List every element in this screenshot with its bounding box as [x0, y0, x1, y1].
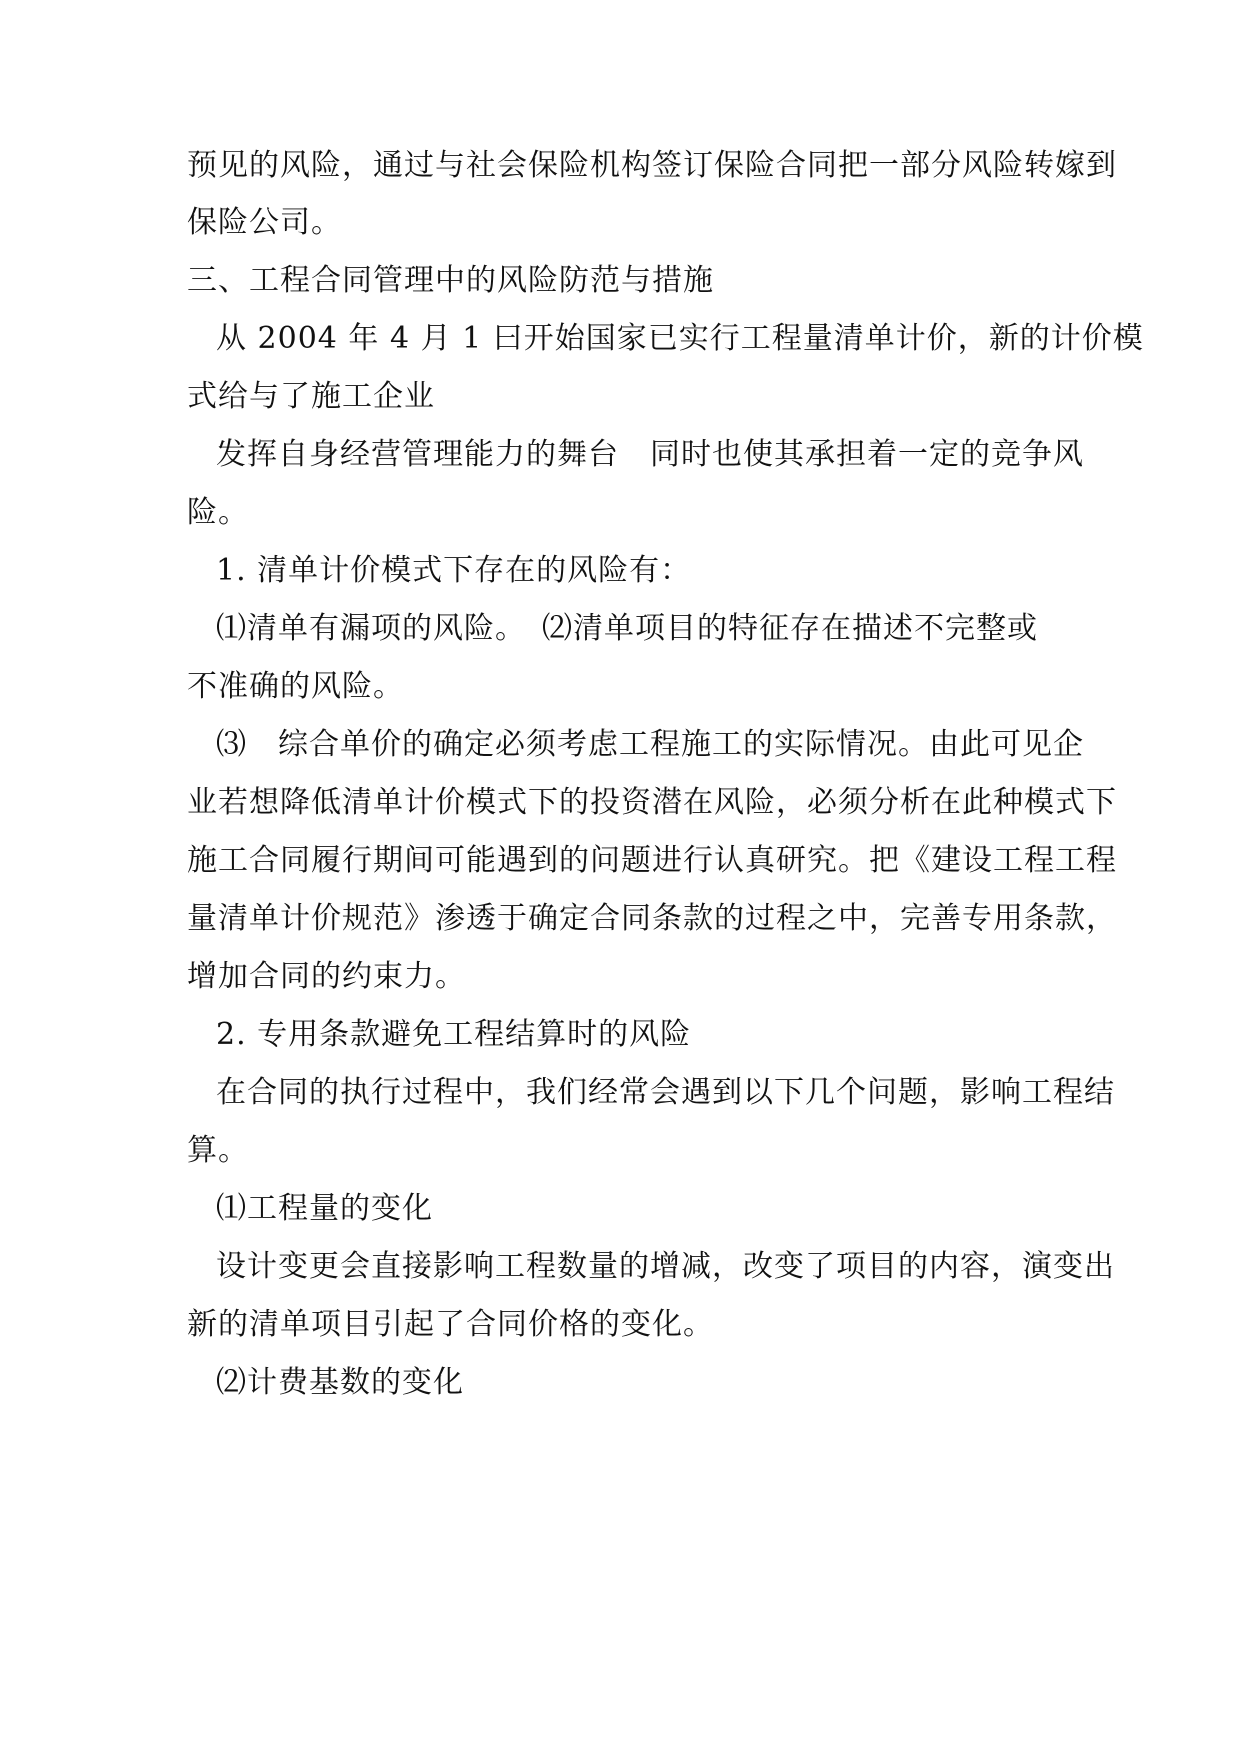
text-line: 施工合同履行期间可能遇到的问题进行认真研究。把《建设工程工程 — [187, 843, 1117, 878]
text-line: ⑶ 综合单价的确定必须考虑工程施工的实际情况。由此可见企 — [216, 727, 1084, 762]
text-line: 量清单计价规范》渗透于确定合同条款的过程之中，完善专用条款， — [187, 901, 1117, 936]
text-line: 在合同的执行过程中，我们经常会遇到以下几个问题，影响工程结 — [216, 1075, 1115, 1110]
text-line: 算。 — [187, 1133, 249, 1168]
text-line: 险。 — [187, 495, 249, 530]
text-line: 增加合同的约束力。 — [187, 959, 466, 994]
text-line: 保险公司。 — [187, 205, 342, 240]
text-line: 式给与了施工企业 — [187, 379, 435, 414]
text-line: ⑴清单有漏项的风险。 ⑵清单项目的特征存在描述不完整或 — [216, 611, 1038, 646]
subsection-heading: 2. 专用条款避免工程结算时的风险 — [216, 1017, 692, 1052]
text-line: 设计变更会直接影响工程数量的增减，改变了项目的内容，演变出 — [216, 1249, 1115, 1284]
text-line: 不准确的风险。 — [187, 669, 404, 704]
subsection-heading: 1. 清单计价模式下存在的风险有： — [216, 553, 692, 588]
text-line: ⑴工程量的变化 — [216, 1191, 433, 1226]
text-line: 从 2004 年 4 月 1 曰开始国家已实行工程量清单计价，新的计价模 — [216, 321, 1144, 356]
text-line: 预见的风险，通过与社会保险机构签订保险合同把一部分风险转嫁到 — [187, 148, 1117, 183]
text-line: 新的清单项目引起了合同价格的变化。 — [187, 1307, 714, 1342]
text-line: 业若想降低清单计价模式下的投资潜在风险，必须分析在此种模式下 — [187, 785, 1117, 820]
text-line: ⑵计费基数的变化 — [216, 1365, 464, 1400]
section-heading: 三、工程合同管理中的风险防范与措施 — [187, 263, 714, 298]
text-line: 发挥自身经营管理能力的舞台 同时也使其承担着一定的竞争风 — [216, 437, 1084, 472]
